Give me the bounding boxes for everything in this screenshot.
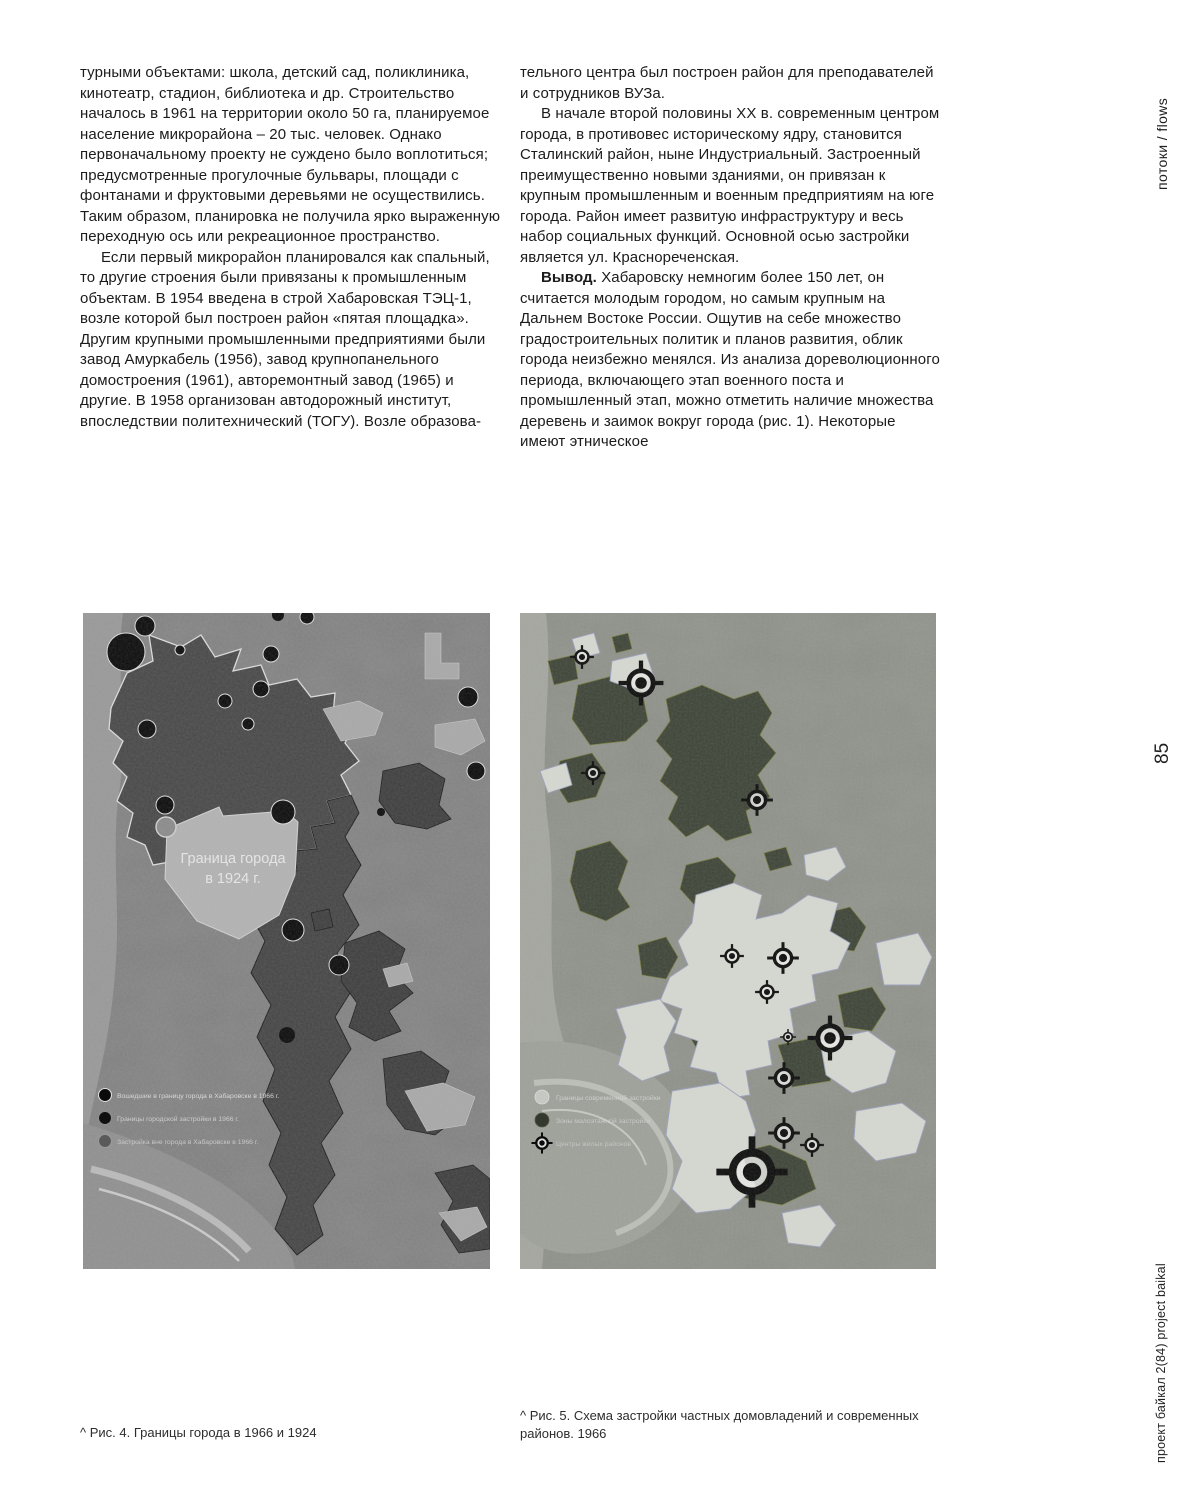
- dark-green-circle-icon: [535, 1113, 549, 1127]
- section-margin-label: потоки / flows: [1154, 97, 1170, 190]
- black-circle-gray-ring-icon: [99, 1112, 112, 1125]
- legend-label: Зоны малоэтажной застройки: [556, 1118, 651, 1125]
- paragraph-continuation: турными объектами: школа, детский сад, поликлиника, кинотеатр, стадион, библиотека и др. Строительство началось в 1961 на территории около 50 га, планируемое население микрорайона – 20 тыс. человек. Однако первоначальному проекту не суждено было воплотиться; предусмотренные прогулочные бульвары, площади с фонтанами и фруктовыми деревьями не осуществились. Таким образом, планировка не получила ярко выраженную переходную ось или рекреационное пространство.: [80, 64, 501, 245]
- journal-margin-label: проект байкал 2(84) project baikal: [1154, 1263, 1168, 1463]
- paragraph-continuation: тельного центра был построен район для преподавателей и сотрудников ВУЗа.: [520, 64, 934, 102]
- map5-grain: [520, 613, 936, 1269]
- legend-label: Вошедшие в границу города в Хабаровске в 1966 г.: [117, 1093, 280, 1100]
- black-circle-white-ring-icon: [99, 1089, 112, 1102]
- conclusion-text: Хабаровску немногим более 150 лет, он считается молодым городом, но самым крупным на Дальнем Востоке России. Ощутив на себе множество градостроительных политик и планов развития, облик города неизбежно менялся. Из анализа дореволюционного периода, включающего этап военного поста и промышленный этап, можно отметить наличие множества деревень и заимок вокруг города (рис. 1). Некоторые имеют этническое: [520, 269, 940, 450]
- light-gray-circle-icon: [535, 1090, 549, 1104]
- legend-label: Границы городской застройки в 1966 г.: [117, 1116, 239, 1123]
- figure5-caption: ^ Рис. 5. Схема застройки частных домовладений и современных районов. 1966: [520, 1408, 919, 1441]
- map4-label-line1: Граница города: [180, 851, 286, 867]
- paragraph: В начале второй половины XX в. современным центром города, в противовес историческому ядру, становится Сталинский район, ныне Индустриальный. Застроенный преимущественно новыми зданиями, он привязан к крупным промышленным и военным предприятиям на юге города. Район имеет развитую инфраструктуру и весь набор социальных функций. Основной осью застройки является ул. Краснореченская.: [520, 105, 940, 266]
- paragraph: Если первый микрорайон планировался как спальный, то другие строения были привязаны к промышленным объектам. В 1954 введена в строй Хабаровская ТЭЦ-1, возле которой был построен район «пятая площадка». Другим крупными промышленными предприятиями были завод Амуркабель (1956), завод крупнопанельного домостроения (1961), авторемонтный завод (1965) и другие. В 1958 организован автодорожный институт, впоследствии политехнический (ТОГУ). Возле образова-: [80, 248, 490, 430]
- map4-grain: [83, 613, 490, 1269]
- legend-label: Границы современной застройки: [556, 1095, 661, 1102]
- text-column-left: [80, 63, 504, 432]
- legend-label: Центры жилых районов: [556, 1141, 631, 1148]
- map4-label-line2: в 1924 г.: [205, 871, 261, 887]
- figure4-caption: ^ Рис. 4. Границы города в 1966 и 1924: [80, 1425, 317, 1440]
- page-number: 85: [1152, 742, 1173, 764]
- figure5-map-image: [520, 613, 936, 1269]
- text-column-right: [520, 63, 944, 453]
- conclusion-label: Вывод.: [541, 269, 597, 286]
- legend-label: Застройка вне города в Хабаровске в 1966 г.: [117, 1139, 259, 1146]
- conclusion-paragraph: [520, 268, 944, 453]
- gray-circle-icon: [99, 1135, 112, 1148]
- figure4-map-image: [83, 613, 490, 1269]
